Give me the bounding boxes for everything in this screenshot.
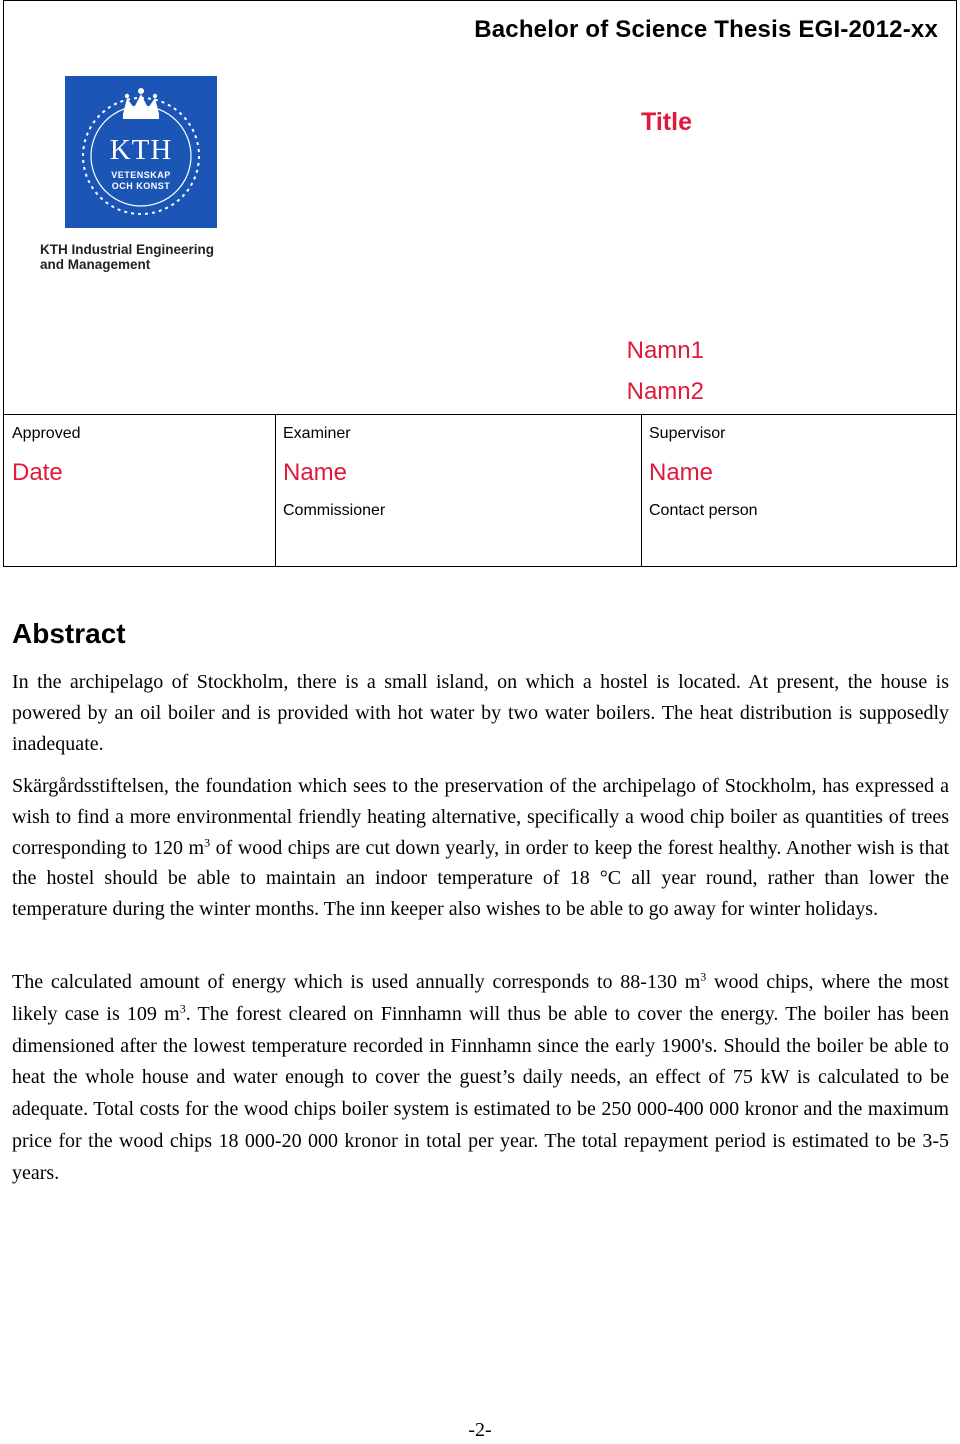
supervisor-label: Supervisor <box>649 425 726 442</box>
author-name-1: Namn1 <box>626 337 704 364</box>
table-divider <box>641 415 642 567</box>
author-name-2: Namn2 <box>626 378 704 405</box>
kth-logo <box>65 76 217 228</box>
commissioner-label: Commissioner <box>283 502 386 519</box>
abstract-paragraph-1: In the archipelago of Stockholm, there is a small island, on which a hostel is located. At present, the house is powered by an oil boiler and is provided with hot water by two water boilers. The heat distribution is supposedly inadequate. <box>12 671 949 755</box>
department-line-1: KTH Industrial Engineering <box>40 242 215 257</box>
examiner-name: Name <box>283 459 348 486</box>
approved-label: Approved <box>12 425 81 442</box>
logo-brand-text: KTH <box>109 134 173 166</box>
approval-table <box>3 414 957 567</box>
approved-date: Date <box>12 459 63 486</box>
abstract-paragraph-2-part-a: Skärgårdsstiftelsen, the foundation which sees to the preservation of the archipelago of Stockholm, has expressed a wish to find a more environmental friendly heating alternative, specifically a wood chip boiler as quantities of trees corresponding to 120 m <box>12 775 949 859</box>
superscript-3: 3 <box>179 1001 186 1016</box>
abstract-paragraph-3 <box>12 967 949 1190</box>
logo-sub-line-1: VETENSKAP <box>111 170 171 180</box>
abstract-paragraph-2-part-b: of wood chips are cut down yearly, in order to keep the forest healthy. Another wish is that the hostel should be able to maintain an indoor temperature of 18 °C all year round, rather than lower the temperature during the winter months. The inn keeper also wishes to be able to go away for winter holidays. <box>12 836 949 921</box>
contact-person-label: Contact person <box>649 502 758 519</box>
abstract-paragraph-3-part-b: wood chips, where the most likely case is 109 m <box>12 971 949 1025</box>
table-divider <box>275 415 276 567</box>
page-number: -2- <box>468 1419 492 1441</box>
superscript-3: 3 <box>700 969 707 984</box>
logo-sub-line-2: OCH KONST <box>111 181 171 191</box>
examiner-label: Examiner <box>283 425 351 442</box>
abstract-paragraph-3-part-a: The calculated amount of energy which is used annually corresponds to 88-130 m <box>12 971 701 993</box>
thesis-title: Title <box>641 108 692 136</box>
supervisor-name: Name <box>649 459 714 486</box>
superscript-3: 3 <box>204 834 211 849</box>
abstract-paragraph-3-part-c: . The forest cleared on Finnhamn will thus be able to cover the energy. The boiler has been dimensioned after the lowest temperature recorded in Finnhamn since the early 1900's. Should the boiler be able to heat the whole house and water enough to cover the guest’s daily needs, an effect of 75 kW is calculated to be adequate. Total costs for the wood chips boiler system is estimated to be 250 000-400 000 kronor and the maximum price for the wood chips 18 000-20 000 kronor in total per year. The total repayment period is estimated to be 3-5 years. <box>12 1002 949 1184</box>
abstract-paragraph-2 <box>12 771 949 925</box>
abstract-heading: Abstract <box>12 618 126 649</box>
department-line-2: and Management <box>40 257 151 272</box>
thesis-heading: Bachelor of Science Thesis EGI-2012-xx <box>474 16 938 43</box>
department-name <box>40 242 260 272</box>
